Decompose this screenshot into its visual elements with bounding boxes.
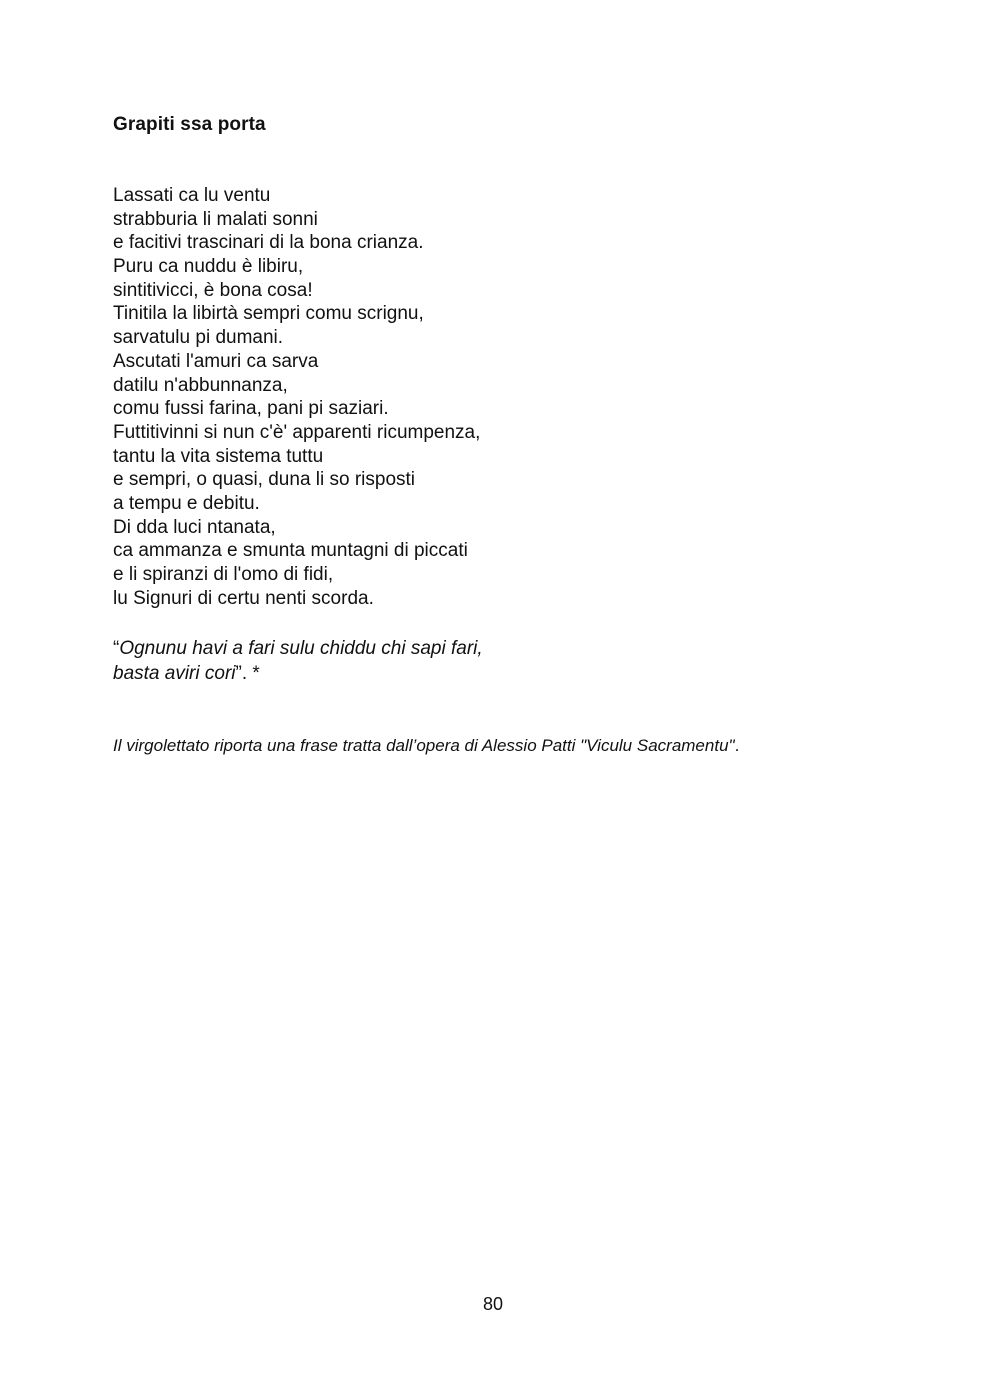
closing-quote xyxy=(113,636,483,686)
poem-line: a tempu e debitu. xyxy=(113,492,260,514)
quote-text-1: Ognunu havi a fari sulu chiddu chi sapi fari, xyxy=(119,638,483,659)
page-number: 80 xyxy=(482,1294,504,1314)
poem-line: Lassati ca lu ventu xyxy=(113,185,271,206)
poem-line: Tinitila la libirtà sempri comu scrignu, xyxy=(113,303,424,325)
poem-line: Ascutati l'amuri ca sarva xyxy=(113,350,319,372)
footnote xyxy=(113,734,739,758)
poem-line: Puru ca nuddu è libiru, xyxy=(113,256,304,278)
poem-line: sintitivicci, è bona cosa! xyxy=(113,279,313,301)
poem-title: Grapiti ssa porta xyxy=(113,114,266,135)
footnote-text: Il virgolettato riporta una frase tratta dall’opera di Alessio Patti "Viculu Sacramentu" xyxy=(113,736,735,755)
poem-line: Futtitivinni si nun c'è' apparenti ricumpenza, xyxy=(113,421,481,443)
quote-line-1 xyxy=(113,636,483,661)
poem-line: lu Signuri di certu nenti scorda. xyxy=(113,587,374,609)
poem-line: strabburia li malati sonni xyxy=(113,208,318,230)
quote-text-2: basta aviri cori xyxy=(113,663,236,684)
poem-line: ca ammanza e smunta muntagni di piccati xyxy=(113,540,468,562)
quote-open-mark: “ xyxy=(113,638,120,659)
quote-close-mark: ”. * xyxy=(235,663,260,684)
poem-line: datilu n'abbunnanza, xyxy=(113,374,288,396)
quote-line-2 xyxy=(113,661,483,686)
poem-line: e li spiranzi di l'omo di fidi, xyxy=(113,564,334,585)
poem-body xyxy=(113,184,480,610)
poem-line: Di dda luci ntanata, xyxy=(113,516,276,538)
footnote-end: . xyxy=(734,736,740,755)
poem-line: tantu la vita sistema tuttu xyxy=(113,445,324,467)
poem-line: e sempri, o quasi, duna li so risposti xyxy=(113,469,416,491)
poem-line: sarvatulu pi dumani. xyxy=(113,327,284,349)
poem-line: comu fussi farina, pani pi saziari. xyxy=(113,398,389,420)
poem-line: e facitivi trascinari di la bona crianza. xyxy=(113,232,424,254)
